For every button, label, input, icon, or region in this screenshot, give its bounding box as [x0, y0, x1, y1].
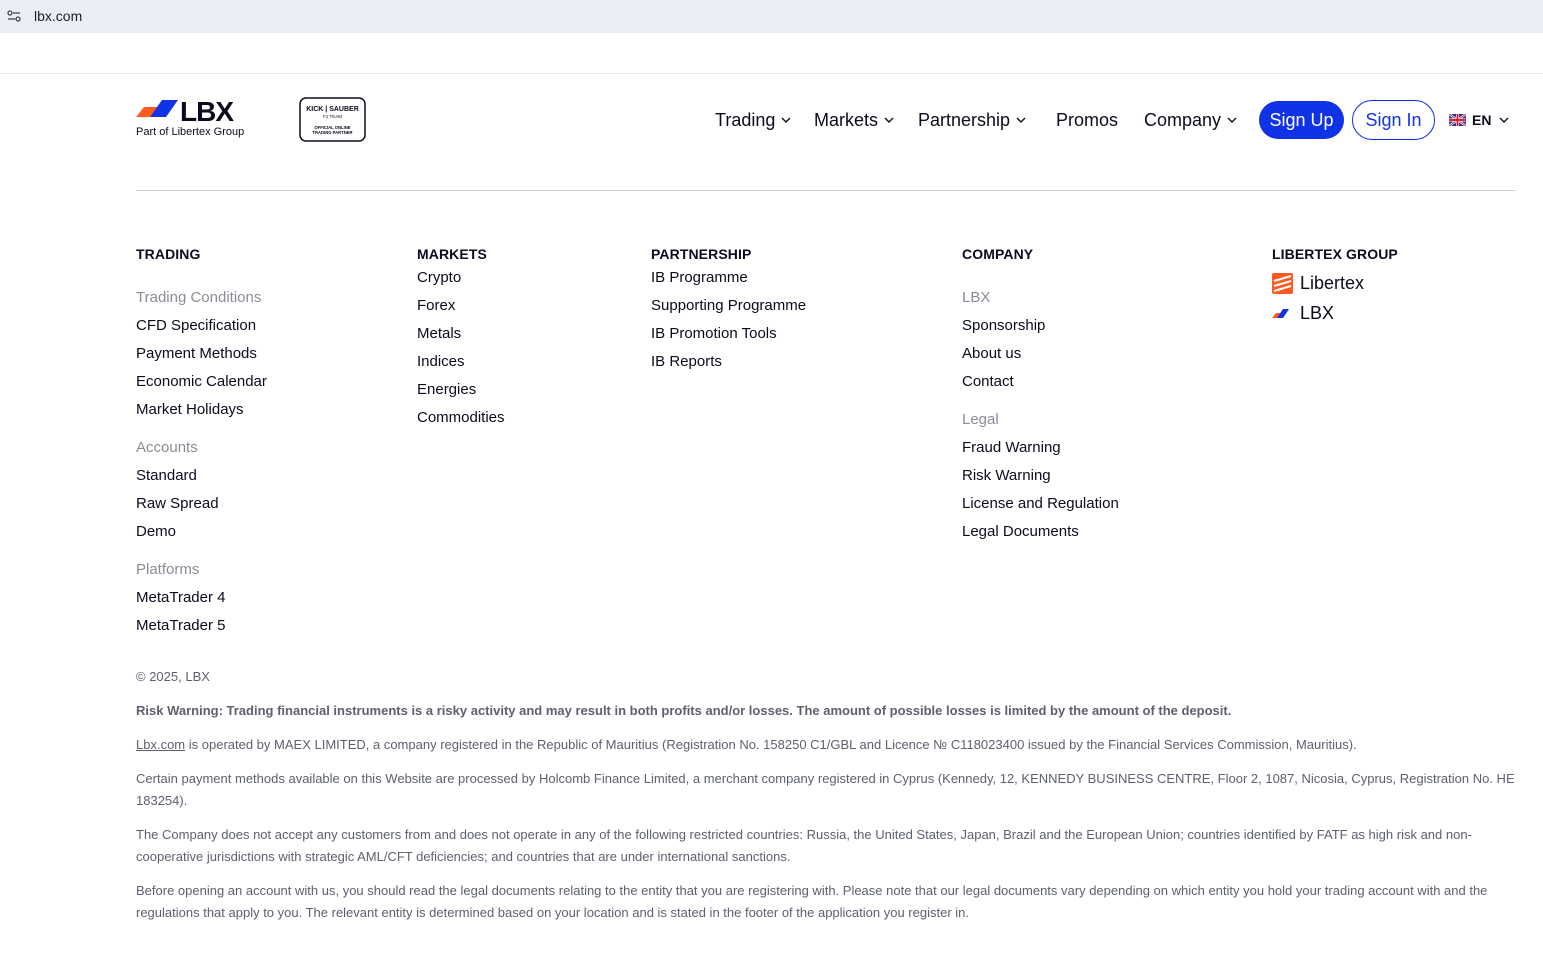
chevron-down-icon [884, 117, 894, 124]
logo-tagline: Part of Libertex Group [136, 126, 245, 138]
nav-promos-label: Promos [1056, 109, 1119, 130]
footer-link[interactable]: IB Programme [651, 269, 748, 286]
lbx-label: LBX [1300, 302, 1335, 323]
footer-link[interactable]: Raw Spread [136, 495, 219, 512]
payments-text: Certain payment methods available on this Website are processed by Holcomb Finance Limited, a merchant company registered in Cyprus (Kennedy, 12, KENNEDY BUSINESS CENTRE, Floor 2, 1087, Nicosia, Cyprus, Registration No. HE 183254). [136, 771, 1515, 808]
footer-group-accounts: Accounts [136, 439, 198, 456]
footer-link[interactable]: Risk Warning [962, 467, 1051, 484]
nav-company-label: Company [1144, 109, 1222, 130]
footer-heading-markets: MARKETS [417, 246, 487, 262]
lbx-logo[interactable] [136, 97, 258, 139]
risk-warning-text: Risk Warning: Trading financial instruments is a risky activity and may result in both profits and/or losses. The amount of possible losses is limited by the amount of the deposit. [136, 703, 1232, 718]
restricted-countries-text: The Company does not accept any customers from and does not operate in any of the following restricted countries: Russia, the United States, Japan, Brazil and the European Union; countries identified by FATF as high risk and non-cooperative jurisdictions with strategic AML/CFT deficiencies; and countries that are under international sanctions. [136, 827, 1472, 864]
footer-column-libertex-group [1272, 244, 1398, 328]
footer-link[interactable]: Crypto [417, 269, 462, 286]
language-selector[interactable] [1449, 110, 1509, 130]
footer-link[interactable]: Legal Documents [962, 523, 1079, 540]
footer-column-company [962, 244, 1119, 546]
sign-in-button[interactable]: Sign In [1352, 100, 1435, 140]
header-top-border [0, 73, 1543, 74]
lbx-logo-mark [136, 97, 258, 123]
libertex-link[interactable] [1272, 268, 1398, 298]
site-settings-icon[interactable] [7, 9, 21, 23]
footer-link[interactable]: Forex [417, 297, 456, 314]
nav-partnership-label: Partnership [918, 109, 1011, 130]
copyright: © 2025, LBX [136, 669, 210, 684]
svg-text:F1 TEAM: F1 TEAM [323, 114, 342, 119]
footer-heading-libertex-group: LIBERTEX GROUP [1272, 246, 1398, 262]
nav-partnership[interactable] [918, 107, 1026, 133]
header-divider [136, 190, 1516, 191]
svg-text:OFFICIAL ONLINE: OFFICIAL ONLINE [314, 125, 351, 130]
chevron-down-icon [1016, 117, 1026, 124]
nav-markets-label: Markets [814, 109, 879, 130]
svg-text:KICK | SAUBER: KICK | SAUBER [306, 106, 359, 113]
uk-flag-icon [1449, 114, 1466, 126]
footer-column-markets [417, 244, 505, 432]
footer-link[interactable]: CFD Specification [136, 317, 257, 334]
footer-group-trading-conditions: Trading Conditions [136, 289, 262, 306]
footer-link[interactable]: License and Regulation [962, 495, 1119, 512]
sign-up-button[interactable]: Sign Up [1259, 101, 1344, 139]
footer-link[interactable]: Contact [962, 373, 1014, 390]
url-text[interactable]: lbx.com [34, 8, 83, 24]
operator-description: is operated by MAEX LIMITED, a company registered in the Republic of Mauritius (Registration No. 158250 C1/GBL and Licence № C118023400 issued by the Financial Services Commission, Mauritius). [185, 737, 1357, 752]
footer-link[interactable]: About us [962, 345, 1022, 362]
footer-link[interactable]: Supporting Programme [651, 297, 807, 314]
lbx-logo-icon [1272, 303, 1293, 324]
footer-group-legal: Legal [962, 411, 999, 428]
footer-group-platforms: Platforms [136, 561, 200, 578]
nav-company[interactable] [1144, 107, 1237, 133]
logo-text: LBX [180, 97, 233, 123]
footer-link[interactable]: Payment Methods [136, 345, 257, 362]
footer-heading-company: COMPANY [962, 246, 1034, 262]
footer-link[interactable]: Fraud Warning [962, 439, 1061, 456]
footer-link[interactable]: MetaTrader 5 [136, 617, 226, 634]
footer-link[interactable]: Market Holidays [136, 401, 244, 418]
language-label: EN [1472, 112, 1492, 128]
sponsor-badge [299, 97, 366, 142]
libertex-label: Libertex [1300, 272, 1365, 293]
footer-link[interactable]: Energies [417, 381, 477, 398]
nav-trading[interactable] [715, 107, 791, 133]
chevron-down-icon [781, 117, 791, 124]
footer-link[interactable]: Metals [417, 325, 462, 342]
footer-heading-partnership: PARTNERSHIP [651, 246, 752, 262]
footer-link[interactable]: Standard [136, 467, 197, 484]
footer-link[interactable]: Economic Calendar [136, 373, 267, 390]
lbx-group-link[interactable] [1272, 298, 1398, 328]
nav-promos[interactable] [1056, 107, 1118, 133]
footer-group-lbx: LBX [962, 289, 991, 306]
footer-heading-trading: TRADING [136, 246, 201, 262]
libertex-logo-icon [1272, 273, 1293, 294]
footer-link[interactable]: Sponsorship [962, 317, 1046, 334]
operator-text [136, 734, 1521, 756]
footer-link[interactable]: MetaTrader 4 [136, 589, 226, 606]
chevron-down-icon [1227, 117, 1237, 124]
footer-link[interactable]: Demo [136, 523, 177, 540]
footer-column-trading [136, 244, 267, 640]
footer-link[interactable]: IB Reports [651, 353, 722, 370]
footer-link[interactable]: IB Promotion Tools [651, 325, 777, 342]
browser-address-bar [0, 0, 1543, 33]
nav-trading-label: Trading [715, 109, 776, 130]
svg-text:TRADING PARTNER: TRADING PARTNER [312, 130, 353, 135]
footer-link[interactable]: Commodities [417, 409, 505, 426]
footer-link[interactable]: Indices [417, 353, 465, 370]
legal-documents-text: Before opening an account with us, you should read the legal documents relating to the entity that you are registering with. Please note that our legal documents vary depending on which entity you hold your trading account with and the regulations that apply to you. The relevant entity is determined based on your location and is stated in the footer of the application you register in. [136, 883, 1488, 920]
lbx-com-link[interactable]: Lbx.com [136, 737, 186, 752]
nav-markets[interactable] [814, 107, 894, 133]
footer-column-partnership [651, 244, 806, 376]
chevron-down-icon [1499, 117, 1509, 124]
